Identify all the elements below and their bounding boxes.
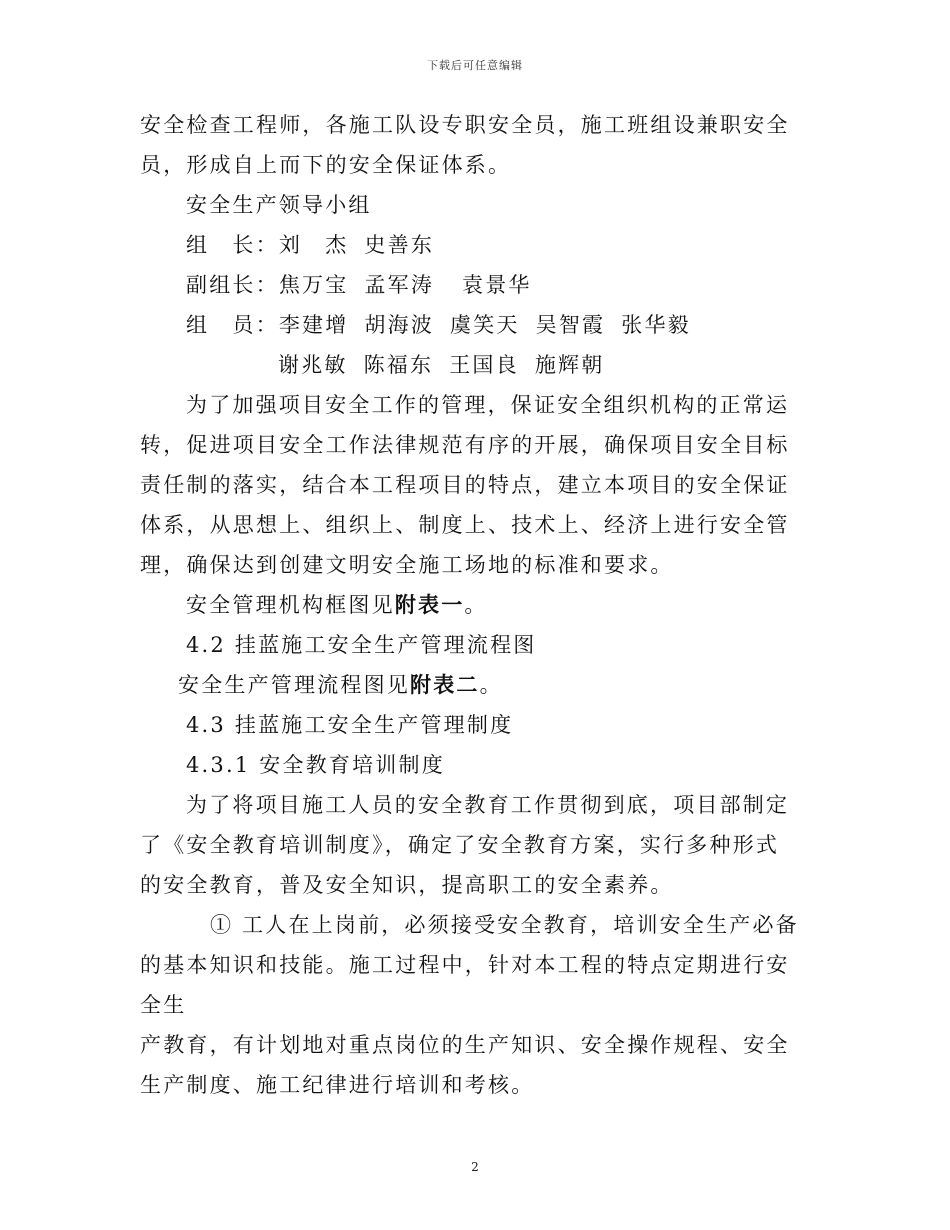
- paragraph-line: 的基本知识和技能。施工过程中，针对本工程的特点定期进行安: [140, 953, 790, 977]
- subsection-heading: 4.3.1 安全教育培训制度: [186, 753, 445, 777]
- paragraph-line: 转，促进项目安全工作法律规范有序的开展，确保项目安全目标: [140, 433, 790, 457]
- appendix-link: 附表二: [410, 672, 480, 697]
- member-name: 胡海波: [364, 313, 435, 337]
- paragraph-line: ① 工人在上岗前，必须接受安全教育，培训安全生产必备: [210, 913, 799, 937]
- member-name: 张华毅: [621, 313, 691, 337]
- members-row-continued: [140, 345, 812, 385]
- member-name: 李建增: [278, 313, 349, 337]
- paragraph-line: 了《安全教育培训制度》，确定了安全教育方案，实行多种形式: [140, 833, 780, 857]
- paragraph-line: 全生: [140, 993, 187, 1017]
- paragraph-line: 员，形成自上而下的安全保证体系。: [140, 153, 512, 177]
- paragraph-line: 生产制度、施工纪律进行培训和考核。: [140, 1073, 535, 1097]
- paragraph-line: 的安全教育，普及安全知识，提高职工的安全素养。: [140, 873, 674, 897]
- section-heading: 4.3 挂蓝施工安全生产管理制度: [186, 713, 514, 737]
- member-name: 陈福东: [363, 353, 434, 377]
- member-name: 吴智霞: [535, 313, 606, 337]
- appendix-reference: [140, 665, 812, 705]
- appendix-link: 附表一: [394, 592, 465, 617]
- member-name: 孟军涛: [364, 273, 435, 297]
- members-label: 组 员：: [186, 313, 279, 337]
- appendix-reference: [140, 585, 812, 625]
- reference-punct: 。: [464, 593, 488, 617]
- leader-row: [140, 225, 812, 265]
- member-name: 王国良: [449, 353, 519, 377]
- paragraph-line: 体系，从思想上、组织上、制度上、技术上、经济上进行安全管: [140, 513, 790, 537]
- paragraph-line: 为了加强项目安全工作的管理，保证安全组织机构的正常运: [186, 393, 790, 417]
- page-number: 2: [471, 1160, 479, 1174]
- member-name: 谢兆敏: [278, 353, 348, 377]
- paragraph-line: 责任制的落实，结合本工程项目的特点，建立本项目的安全保证: [140, 473, 790, 497]
- paragraph-line: 为了将项目施工人员的安全教育工作贯彻到底，项目部制定: [186, 793, 790, 817]
- reference-punct: 。: [479, 673, 503, 697]
- reference-text: 安全管理机构框图见: [186, 593, 395, 617]
- paragraph-line: 理，确保达到创建文明安全施工场地的标准和要求。: [140, 553, 674, 577]
- member-name: 袁景华: [462, 273, 532, 297]
- paragraph-line: 安全检查工程师，各施工队设专职安全员，施工班组设兼职安全: [140, 113, 790, 137]
- members-row: [140, 305, 812, 345]
- member-name: 施辉朝: [534, 353, 605, 377]
- reference-text: 安全生产管理流程图见: [178, 673, 410, 697]
- member-name: 刘 杰: [278, 233, 349, 257]
- deputy-label: 副组长：: [186, 273, 279, 297]
- member-name: 虞笑天: [450, 313, 520, 337]
- document-body: [140, 105, 812, 1105]
- page-header: 下载后可任意编辑: [427, 59, 523, 72]
- section-heading: 4.2 挂蓝施工安全生产管理流程图: [186, 633, 537, 657]
- member-name: 史善东: [364, 233, 435, 257]
- paragraph-line: 产教育，有计划地对重点岗位的生产知识、安全操作规程、安全: [140, 1033, 790, 1057]
- member-name: 焦万宝: [278, 273, 349, 297]
- leader-label: 组 长：: [186, 233, 279, 257]
- deputy-row: [140, 265, 812, 305]
- section-subtitle: 安全生产领导小组: [186, 193, 372, 217]
